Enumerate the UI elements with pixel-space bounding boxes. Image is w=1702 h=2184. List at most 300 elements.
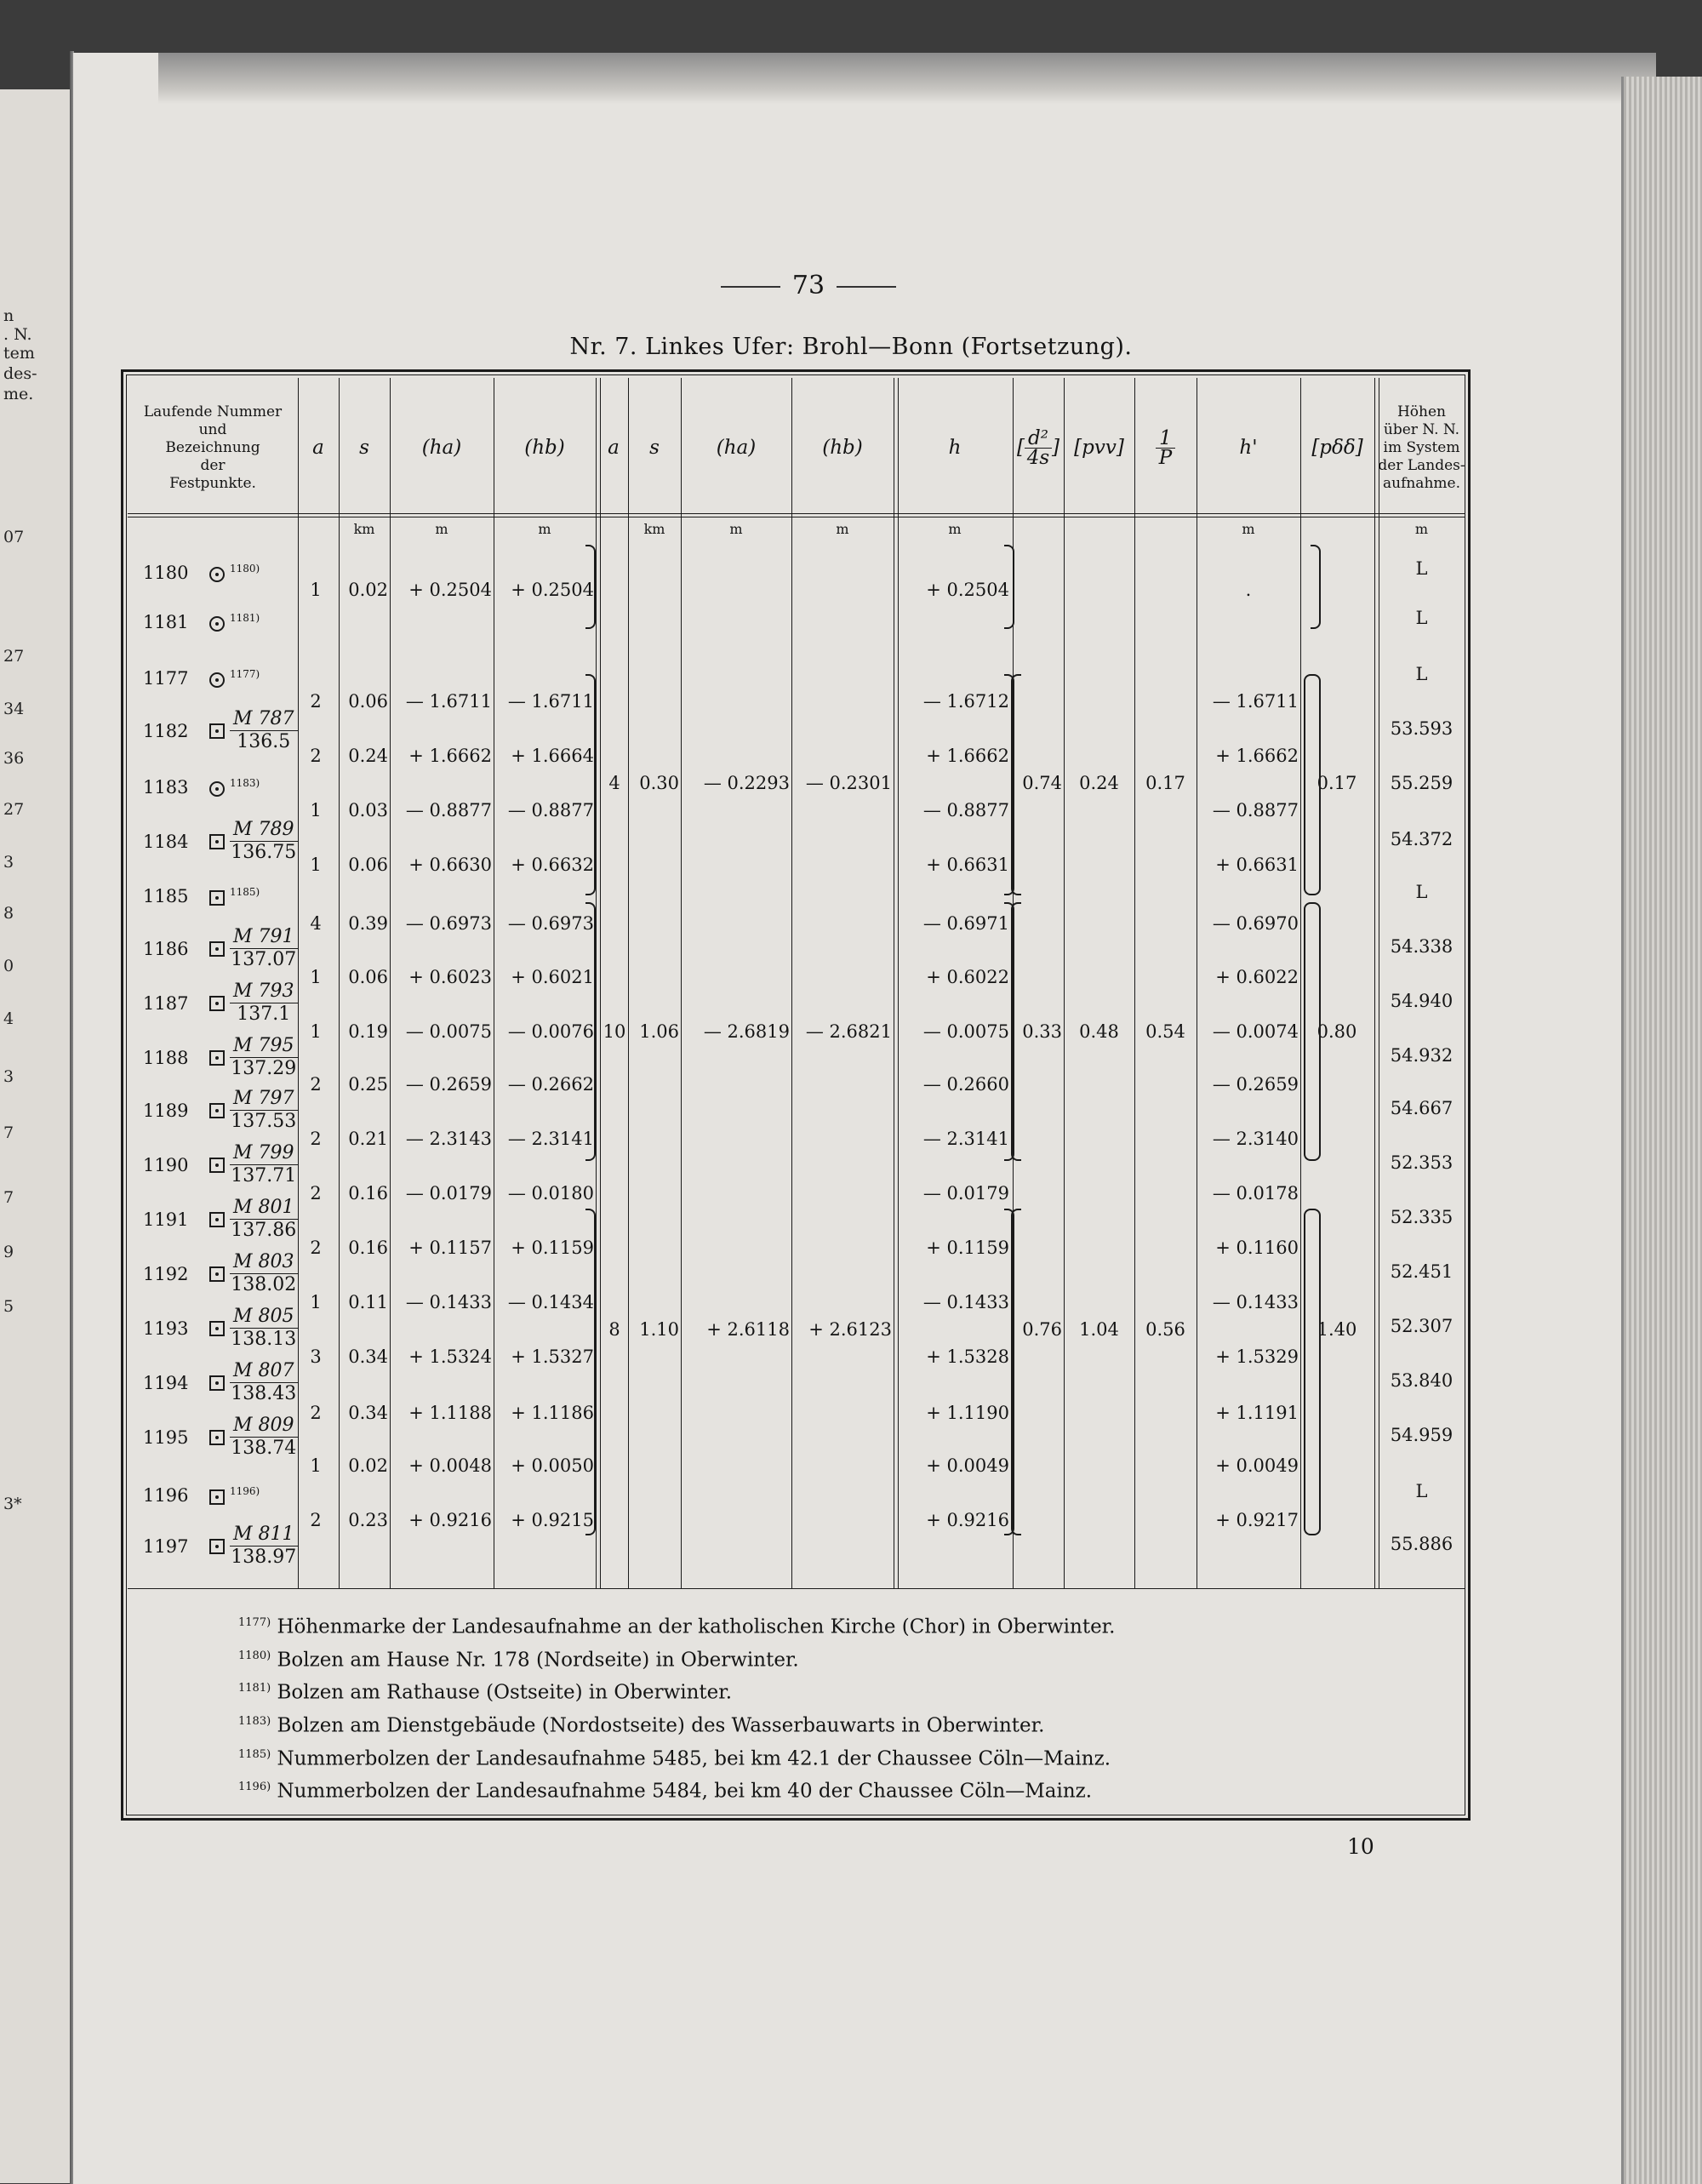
segment-h-prime: + 1.1191 bbox=[1215, 1403, 1299, 1423]
bolt-square-icon bbox=[209, 890, 225, 906]
left-page-margin bbox=[0, 89, 72, 2183]
segment-s: 0.21 bbox=[348, 1129, 388, 1149]
segment-hb: + 1.1186 bbox=[511, 1403, 594, 1423]
point-m-label: M 795 bbox=[230, 1035, 298, 1058]
segment-s: 0.06 bbox=[348, 855, 388, 875]
height-value: L bbox=[1415, 664, 1428, 684]
segment-h: + 1.1190 bbox=[926, 1403, 1009, 1423]
group-brace bbox=[585, 545, 596, 629]
page-number: 73 bbox=[698, 271, 919, 300]
bolt-square-icon bbox=[209, 1375, 225, 1391]
point-m-label: M 799 bbox=[230, 1142, 298, 1165]
point-label bbox=[143, 708, 298, 753]
point-label bbox=[143, 1088, 298, 1133]
header-height-lines bbox=[1378, 403, 1465, 493]
segment-s: 0.16 bbox=[348, 1183, 388, 1203]
header-ha2-text: (ha) bbox=[716, 437, 757, 459]
segment-h-prime: — 0.1433 bbox=[1212, 1292, 1299, 1312]
segment-h: + 0.6022 bbox=[926, 967, 1009, 987]
point-label bbox=[143, 608, 260, 632]
point-number: 1180 bbox=[143, 563, 189, 583]
bolt-square-icon bbox=[209, 834, 225, 849]
mark-circle-icon bbox=[209, 672, 225, 688]
point-number: 1193 bbox=[143, 1318, 189, 1339]
group-inverse-p: 0.56 bbox=[1145, 1319, 1185, 1340]
point-m-label: M 791 bbox=[230, 926, 298, 949]
group-inverse-p: 0.54 bbox=[1145, 1021, 1185, 1042]
left-page-fragment: 07 bbox=[3, 528, 25, 546]
height-value: 53.593 bbox=[1390, 718, 1454, 739]
group-inverse-p: 0.17 bbox=[1145, 773, 1185, 793]
segment-s: 0.16 bbox=[348, 1238, 388, 1258]
segment-s: 0.03 bbox=[348, 800, 388, 820]
segment-a: 1 bbox=[310, 855, 322, 875]
height-value: 54.338 bbox=[1390, 936, 1454, 957]
group-hb: + 2.6123 bbox=[808, 1319, 892, 1340]
segment-ha: — 0.1433 bbox=[405, 1292, 492, 1312]
segment-s: 0.25 bbox=[348, 1074, 388, 1095]
segment-hb: + 0.0050 bbox=[511, 1455, 594, 1476]
unit-s: km bbox=[353, 521, 375, 537]
point-label bbox=[143, 882, 260, 906]
footnote-ref: 1177) bbox=[238, 1616, 271, 1629]
height-value: L bbox=[1415, 1481, 1428, 1501]
unit-h_prime: m bbox=[1242, 521, 1255, 537]
point-m-fraction bbox=[230, 1035, 298, 1080]
point-m-label: M 793 bbox=[230, 981, 298, 1003]
header-d2-fraction bbox=[1025, 426, 1052, 469]
segment-h-prime: — 0.0178 bbox=[1212, 1183, 1299, 1203]
point-m-value: 137.86 bbox=[231, 1220, 297, 1241]
bolt-square-icon bbox=[209, 1103, 225, 1118]
footnote bbox=[238, 1741, 1115, 1774]
segment-s: 0.34 bbox=[348, 1346, 388, 1367]
point-m-value: 138.43 bbox=[231, 1383, 297, 1404]
segment-a: 1 bbox=[310, 1021, 322, 1042]
left-page-fragment: 3* bbox=[3, 1495, 22, 1513]
height-value: 55.886 bbox=[1390, 1534, 1454, 1554]
point-label bbox=[143, 981, 298, 1026]
header-a bbox=[298, 387, 339, 508]
point-number: 1182 bbox=[143, 720, 189, 741]
segment-ha: + 0.2504 bbox=[408, 580, 492, 600]
segment-ha: + 1.6662 bbox=[408, 746, 492, 766]
point-m-value: 138.02 bbox=[231, 1274, 297, 1295]
unit-height: m bbox=[1414, 521, 1429, 537]
point-number: 1183 bbox=[143, 777, 189, 798]
segment-hb: + 0.2504 bbox=[511, 580, 594, 600]
segment-h-prime: — 1.6711 bbox=[1212, 691, 1299, 712]
segment-a: 1 bbox=[310, 967, 322, 987]
point-m-value: 137.71 bbox=[231, 1165, 297, 1186]
segment-hb: — 1.6711 bbox=[507, 691, 594, 712]
point-label bbox=[143, 558, 260, 583]
segment-h: — 0.0179 bbox=[922, 1183, 1009, 1203]
point-label bbox=[143, 1035, 298, 1080]
header-label-line: der bbox=[200, 456, 226, 474]
left-page-fragment: 34 bbox=[3, 700, 25, 718]
group-brace bbox=[1304, 902, 1314, 1161]
height-value: 52.353 bbox=[1390, 1152, 1454, 1173]
segment-s: 0.34 bbox=[348, 1403, 388, 1423]
group-brace bbox=[1011, 902, 1021, 1161]
bolt-square-icon bbox=[209, 1050, 225, 1066]
footnote-text: Bolzen am Rathause (Ostseite) in Oberwinter. bbox=[277, 1681, 733, 1704]
point-m-label: M 805 bbox=[230, 1306, 298, 1329]
footnote-text: Bolzen am Dienstgebäude (Nordostseite) des Wasserbauwarts in Oberwinter. bbox=[277, 1714, 1045, 1737]
column-rule bbox=[681, 378, 682, 1588]
mark-circle-icon bbox=[209, 781, 225, 797]
segment-a: 2 bbox=[310, 1403, 322, 1423]
point-number: 1188 bbox=[143, 1047, 189, 1068]
column-rule bbox=[1300, 378, 1301, 1588]
bolt-square-icon bbox=[209, 1321, 225, 1336]
segment-a: 2 bbox=[310, 1074, 322, 1095]
segment-a: 1 bbox=[310, 580, 322, 600]
point-number: 1177 bbox=[143, 668, 189, 689]
header-a2-text: a bbox=[608, 437, 620, 459]
header-ha-text: (ha) bbox=[421, 437, 462, 459]
point-m-label: M 797 bbox=[230, 1088, 298, 1111]
header-s-text: s bbox=[359, 437, 369, 459]
point-label bbox=[143, 1251, 298, 1296]
footnote-text: Nummerbolzen der Landesaufnahme 5485, bei km 42.1 der Chaussee Cöln—Mainz. bbox=[277, 1747, 1111, 1770]
footnote-ref: 1183) bbox=[230, 777, 260, 789]
point-number: 1189 bbox=[143, 1100, 189, 1121]
group-a: 10 bbox=[603, 1021, 626, 1042]
footnote bbox=[238, 1642, 1115, 1675]
segment-ha: — 0.0179 bbox=[405, 1183, 492, 1203]
height-value: 54.940 bbox=[1390, 991, 1454, 1011]
segment-hb: — 0.2662 bbox=[507, 1074, 594, 1095]
segment-ha: + 1.1188 bbox=[408, 1403, 492, 1423]
segment-h: — 0.8877 bbox=[922, 800, 1009, 820]
header-hb-text: (hb) bbox=[524, 437, 565, 459]
column-rule bbox=[1134, 378, 1135, 1588]
footnote-text: Bolzen am Hause Nr. 178 (Nordseite) in Oberwinter. bbox=[277, 1649, 799, 1672]
group-d2: 0.76 bbox=[1022, 1319, 1062, 1340]
segment-ha: — 0.8877 bbox=[405, 800, 492, 820]
segment-h: + 1.6662 bbox=[926, 746, 1009, 766]
header-a-text: a bbox=[312, 437, 324, 459]
bolt-square-icon bbox=[209, 1158, 225, 1173]
header-height-line: Höhen bbox=[1396, 403, 1446, 420]
header-s bbox=[339, 387, 390, 508]
header-inverse-p-fraction bbox=[1156, 426, 1175, 469]
bolt-square-icon bbox=[209, 1489, 225, 1505]
segment-h-prime: + 1.6662 bbox=[1215, 746, 1299, 766]
column-rule bbox=[894, 378, 899, 1588]
segment-s: 0.23 bbox=[348, 1510, 388, 1530]
header-pvv bbox=[1064, 387, 1134, 508]
sheet-number: 10 bbox=[1347, 1834, 1374, 1859]
left-page-fragment: 36 bbox=[3, 749, 25, 768]
segment-a: 2 bbox=[310, 1510, 322, 1530]
footnote-ref: 1183) bbox=[238, 1714, 271, 1728]
group-pvv: 1.04 bbox=[1079, 1319, 1119, 1340]
point-label bbox=[143, 1481, 260, 1506]
point-label bbox=[143, 1142, 298, 1187]
segment-hb: — 0.0180 bbox=[507, 1183, 594, 1203]
footnote-ref: 1181) bbox=[230, 612, 260, 624]
unit-h: m bbox=[948, 521, 962, 537]
group-s: 0.30 bbox=[639, 773, 679, 793]
segment-s: 0.02 bbox=[348, 580, 388, 600]
segment-s: 0.24 bbox=[348, 746, 388, 766]
segment-ha: + 0.6630 bbox=[408, 855, 492, 875]
page-edges bbox=[1621, 77, 1702, 2184]
group-brace bbox=[1311, 545, 1321, 629]
point-m-value: 136.75 bbox=[231, 842, 297, 863]
segment-h-prime: — 0.6970 bbox=[1212, 913, 1299, 934]
group-s: 1.10 bbox=[639, 1319, 679, 1340]
point-number: 1197 bbox=[143, 1535, 189, 1557]
point-m-label: M 809 bbox=[230, 1415, 298, 1438]
segment-h: — 0.6971 bbox=[922, 913, 1009, 934]
point-number: 1195 bbox=[143, 1426, 189, 1448]
segment-h: — 1.6712 bbox=[922, 691, 1009, 712]
point-m-fraction bbox=[230, 1142, 298, 1187]
group-s: 1.06 bbox=[639, 1021, 679, 1042]
unit-hb2: m bbox=[836, 521, 849, 537]
point-m-fraction bbox=[230, 1197, 298, 1242]
group-a: 8 bbox=[608, 1319, 620, 1340]
group-hb: — 0.2301 bbox=[805, 773, 892, 793]
group-d2: 0.74 bbox=[1022, 773, 1062, 793]
point-m-fraction bbox=[230, 1415, 298, 1460]
point-label bbox=[143, 1306, 298, 1351]
point-m-value: 137.07 bbox=[231, 949, 297, 970]
header-d2: [ $\frac{\text{d²}}{4s}$ ] bbox=[1017, 426, 1059, 469]
segment-h: + 0.9216 bbox=[926, 1510, 1009, 1530]
group-d2: 0.33 bbox=[1022, 1021, 1062, 1042]
point-number: 1185 bbox=[143, 886, 189, 906]
header-inverse-p bbox=[1134, 387, 1197, 508]
left-page-fragment: 5 bbox=[3, 1297, 14, 1316]
column-rule bbox=[628, 378, 629, 1588]
point-m-value: 137.29 bbox=[231, 1058, 297, 1079]
point-m-value: 136.5 bbox=[237, 731, 291, 752]
left-page-fragment: des- bbox=[3, 364, 37, 383]
footnote bbox=[238, 1674, 1115, 1707]
left-page-fragment: me. bbox=[3, 385, 34, 403]
segment-h-prime: — 0.0074 bbox=[1212, 1021, 1299, 1042]
segment-h: + 0.6631 bbox=[926, 855, 1009, 875]
segment-a: 3 bbox=[310, 1346, 322, 1367]
bolt-square-icon bbox=[209, 723, 225, 739]
segment-hb: + 0.6632 bbox=[511, 855, 594, 875]
height-value: L bbox=[1415, 608, 1428, 628]
segment-ha: + 0.0048 bbox=[408, 1455, 492, 1476]
segment-hb: — 0.8877 bbox=[507, 800, 594, 820]
header-ha bbox=[390, 387, 494, 508]
left-page-fragment: 4 bbox=[3, 1009, 14, 1028]
header-h-text: h bbox=[948, 437, 962, 459]
height-value: 54.959 bbox=[1390, 1425, 1454, 1445]
header-hb2-text: (hb) bbox=[822, 437, 863, 459]
header-pdd-text: [pδδ] bbox=[1311, 437, 1363, 459]
group-hb: — 2.6821 bbox=[805, 1021, 892, 1042]
segment-hb: + 0.9215 bbox=[511, 1510, 594, 1530]
segment-h-prime: + 0.6631 bbox=[1215, 855, 1299, 875]
footnotes bbox=[238, 1609, 1115, 1806]
segment-h: + 1.5328 bbox=[926, 1346, 1009, 1367]
column-rule bbox=[390, 378, 391, 1588]
group-ha: — 0.2293 bbox=[703, 773, 790, 793]
segment-h: + 0.2504 bbox=[926, 580, 1009, 600]
segment-a: 2 bbox=[310, 691, 322, 712]
height-value: 55.259 bbox=[1390, 773, 1454, 793]
header-a2 bbox=[599, 387, 628, 508]
segment-ha: — 2.3143 bbox=[405, 1129, 492, 1149]
point-m-label: M 803 bbox=[230, 1251, 298, 1274]
header-height-line: über N. N. bbox=[1383, 420, 1460, 438]
footnote-ref: 1185) bbox=[238, 1747, 271, 1761]
point-number: 1186 bbox=[143, 938, 189, 959]
header-height bbox=[1378, 387, 1465, 508]
point-m-fraction bbox=[230, 926, 298, 971]
header-h_prime-text: h' bbox=[1239, 437, 1258, 459]
segment-hb: + 0.6021 bbox=[511, 967, 594, 987]
segment-hb: + 1.5327 bbox=[511, 1346, 594, 1367]
segment-s: 0.06 bbox=[348, 691, 388, 712]
point-number: 1194 bbox=[143, 1372, 189, 1393]
segment-h-prime: + 0.9217 bbox=[1215, 1510, 1299, 1530]
unit-hb: m bbox=[538, 521, 551, 537]
bolt-square-icon bbox=[209, 1266, 225, 1282]
group-brace bbox=[1304, 1209, 1314, 1535]
group-pvv: 0.24 bbox=[1079, 773, 1119, 793]
point-label bbox=[143, 1360, 298, 1405]
header-pvv-text: [pvv] bbox=[1074, 437, 1124, 459]
left-page-fragment: 0 bbox=[3, 957, 14, 975]
segment-h-prime: — 0.2659 bbox=[1212, 1074, 1299, 1095]
segment-h-prime: — 0.8877 bbox=[1212, 800, 1299, 820]
group-ha: — 2.6819 bbox=[703, 1021, 790, 1042]
group-a: 4 bbox=[608, 773, 620, 793]
header-inverse-p-denominator: P bbox=[1158, 446, 1173, 469]
left-page-fragment: . N. bbox=[3, 325, 32, 344]
group-brace bbox=[585, 902, 596, 1161]
segment-h-prime: + 0.1160 bbox=[1215, 1238, 1299, 1258]
point-label bbox=[143, 926, 298, 971]
segment-ha: + 1.5324 bbox=[408, 1346, 492, 1367]
point-number: 1190 bbox=[143, 1154, 189, 1175]
point-number: 1196 bbox=[143, 1485, 189, 1506]
group-pdd: 1.40 bbox=[1316, 1319, 1357, 1340]
unit-ha2: m bbox=[729, 521, 743, 537]
group-brace bbox=[585, 674, 596, 895]
header-height-line: aufnahme. bbox=[1382, 474, 1460, 492]
header-hb bbox=[494, 387, 596, 508]
header-inverse-p-numerator: 1 bbox=[1156, 429, 1175, 449]
left-page-fragment: 27 bbox=[3, 647, 25, 666]
header-h_prime bbox=[1197, 387, 1300, 508]
point-m-fraction bbox=[230, 819, 298, 864]
segment-hb: — 2.3141 bbox=[507, 1129, 594, 1149]
segment-hb: — 0.1434 bbox=[507, 1292, 594, 1312]
height-value: 52.451 bbox=[1390, 1261, 1454, 1282]
segment-h: — 2.3141 bbox=[922, 1129, 1009, 1149]
column-rule bbox=[339, 378, 340, 1588]
point-number: 1181 bbox=[143, 612, 189, 632]
footnote bbox=[238, 1773, 1115, 1806]
segment-hb: + 1.6664 bbox=[511, 746, 594, 766]
header-label-line: Laufende Nummer bbox=[143, 403, 283, 420]
left-page-fragment: 7 bbox=[3, 1188, 14, 1207]
table-title: Nr. 7. Linkes Ufer: Brohl—Bonn (Fortsetzung). bbox=[569, 334, 1133, 360]
point-label bbox=[143, 664, 260, 689]
group-pdd: 0.17 bbox=[1316, 773, 1357, 793]
segment-a: 2 bbox=[310, 1183, 322, 1203]
group-pvv: 0.48 bbox=[1079, 1021, 1119, 1042]
point-m-fraction bbox=[230, 1088, 298, 1133]
point-m-value: 138.74 bbox=[231, 1438, 297, 1459]
segment-hb: + 0.1159 bbox=[511, 1238, 594, 1258]
point-label bbox=[143, 1415, 298, 1460]
group-brace bbox=[1011, 1209, 1021, 1535]
left-page-fragment: 27 bbox=[3, 800, 25, 819]
header-s2-text: s bbox=[649, 437, 660, 459]
group-ha: + 2.6118 bbox=[706, 1319, 790, 1340]
segment-s: 0.02 bbox=[348, 1455, 388, 1476]
header-label-line: Bezeichnung bbox=[165, 438, 260, 456]
footnote bbox=[238, 1707, 1115, 1741]
segment-ha: — 1.6711 bbox=[405, 691, 492, 712]
footnote-ref: 1196) bbox=[230, 1485, 260, 1497]
segment-s: 0.11 bbox=[348, 1292, 388, 1312]
column-rule bbox=[596, 378, 601, 1588]
bolt-square-icon bbox=[209, 1539, 225, 1554]
footnote-text: Höhenmarke der Landesaufnahme an der katholischen Kirche (Chor) in Oberwinter. bbox=[277, 1615, 1116, 1638]
header-h bbox=[897, 387, 1013, 508]
point-number: 1184 bbox=[143, 831, 189, 852]
header-pdd bbox=[1300, 387, 1374, 508]
segment-s: 0.39 bbox=[348, 913, 388, 934]
height-value: L bbox=[1415, 882, 1428, 902]
segment-a: 4 bbox=[310, 913, 322, 934]
footnote bbox=[238, 1609, 1115, 1642]
point-label bbox=[143, 1197, 298, 1242]
point-m-fraction bbox=[230, 708, 298, 753]
point-m-fraction bbox=[230, 1524, 298, 1569]
header-hb2 bbox=[791, 387, 894, 508]
point-m-fraction bbox=[230, 1360, 298, 1405]
point-m-value: 137.1 bbox=[237, 1003, 291, 1025]
point-label bbox=[143, 819, 298, 864]
point-m-fraction bbox=[230, 1251, 298, 1296]
height-value: 54.932 bbox=[1390, 1045, 1454, 1066]
segment-h-prime: + 0.0049 bbox=[1215, 1455, 1299, 1476]
footnote-ref: 1180) bbox=[238, 1649, 271, 1662]
segment-h: — 0.2660 bbox=[922, 1074, 1009, 1095]
footnote-text: Nummerbolzen der Landesaufnahme 5484, bei km 40 der Chaussee Cöln—Mainz. bbox=[277, 1780, 1093, 1803]
point-number: 1192 bbox=[143, 1263, 189, 1284]
bolt-square-icon bbox=[209, 1430, 225, 1445]
bolt-square-icon bbox=[209, 996, 225, 1011]
segment-h-prime: + 0.6022 bbox=[1215, 967, 1299, 987]
unit-ha: m bbox=[435, 521, 448, 537]
point-m-fraction bbox=[230, 1306, 298, 1351]
mark-circle-icon bbox=[209, 567, 225, 582]
segment-a: 2 bbox=[310, 1238, 322, 1258]
segment-h: + 0.0049 bbox=[926, 1455, 1009, 1476]
left-page-fragment: 7 bbox=[3, 1123, 14, 1142]
left-page-fragment: 3 bbox=[3, 1067, 14, 1086]
segment-h-prime: + 1.5329 bbox=[1215, 1346, 1299, 1367]
height-value: 54.372 bbox=[1390, 829, 1454, 849]
point-label bbox=[143, 1524, 298, 1569]
